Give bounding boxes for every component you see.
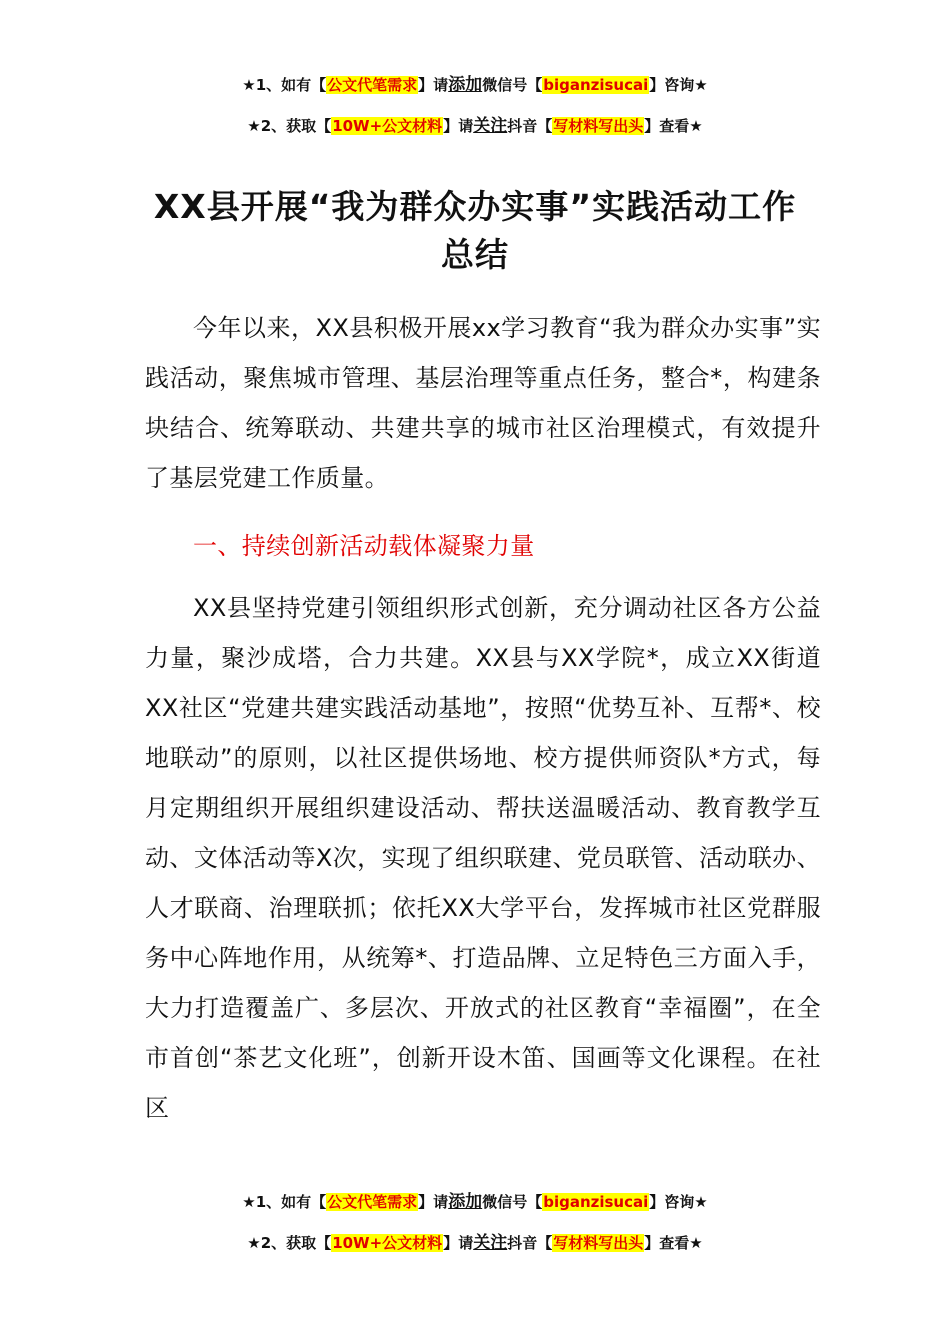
section-heading-1: 一、持续创新活动载体凝聚力量: [193, 532, 535, 560]
banner-suffix: 】查看★: [644, 1234, 703, 1252]
banner-text: 抖音【: [507, 117, 553, 135]
highlight-materials: 10W+公文材料: [332, 117, 443, 135]
document-title: XX县开展“我为群众办实事”实践活动工作总结: [153, 187, 797, 274]
highlight-douyin-id: 写材料写出头: [553, 1234, 644, 1252]
banner-text: 】请: [443, 1234, 474, 1252]
banner-emphasis: 添加: [448, 75, 483, 95]
bottom-banner-line-2: [0, 1228, 950, 1253]
highlight-wechat-id: biganzisucai: [543, 76, 649, 94]
banner-text: 】请: [418, 1193, 449, 1211]
banner-prefix: ★1、如有【: [242, 1193, 327, 1211]
highlight-service: 公文代笔需求: [327, 1193, 418, 1211]
banner-suffix: 】咨询★: [649, 76, 708, 94]
banner-emphasis: 关注: [473, 1233, 508, 1253]
banner-emphasis: 添加: [448, 1192, 483, 1212]
banner-suffix: 】查看★: [644, 117, 703, 135]
bottom-banner-line-1: [0, 1187, 950, 1212]
banner-text: 抖音【: [507, 1234, 553, 1252]
banner-prefix: ★2、获取【: [247, 117, 332, 135]
highlight-service: 公文代笔需求: [327, 76, 418, 94]
banner-text: 微信号【: [482, 1193, 543, 1211]
highlight-douyin-id: 写材料写出头: [553, 117, 644, 135]
top-banner-line-1: [0, 70, 950, 95]
highlight-wechat-id: biganzisucai: [543, 1193, 649, 1211]
banner-text: 微信号【: [482, 76, 543, 94]
banner-prefix: ★2、获取【: [247, 1234, 332, 1252]
banner-text: 】请: [443, 117, 474, 135]
banner-emphasis: 关注: [473, 116, 508, 136]
top-banner-line-2: [0, 111, 950, 136]
banner-prefix: ★1、如有【: [242, 76, 327, 94]
section-1-body: XX县坚持党建引领组织形式创新，充分调动社区各方公益力量，聚沙成塔，合力共建。XX县与XX学院*，成立XX街道XX社区“党建共建实践活动基地”，按照“优势互补、互帮*、校地联动”的原则，以社区提供场地、校方提供师资队*方式，每月定期组织开展组织建设活动、帮扶送温暖活动、教育教学互动、文体活动等X次，实现了组织联建、党员联管、活动联办、人才联商、治理联抓；依托XX大学平台，发挥城市社区党群服务中心阵地作用，从统筹*、打造品牌、立足特色三方面入手，大力打造覆盖广、多层次、开放式的社区教育“幸福圈”，在全市首创“茶艺文化班”，创新开设木笛、国画等文化课程。在社区: [145, 594, 821, 1122]
banner-text: 】请: [418, 76, 449, 94]
highlight-materials: 10W+公文材料: [332, 1234, 443, 1252]
intro-paragraph: 今年以来，XX县积极开展xx学习教育“我为群众办实事”实践活动，聚焦城市管理、基层治理等重点任务，整合*，构建条块结合、统筹联动、共建共享的城市社区治理模式，有效提升了基层党建工作质量。: [145, 314, 821, 492]
banner-suffix: 】咨询★: [649, 1193, 708, 1211]
